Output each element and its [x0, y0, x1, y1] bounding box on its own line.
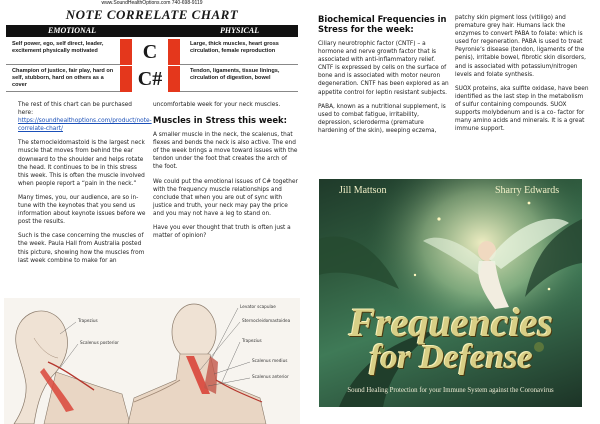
emotional-cell: Champion of justice, fair play, hard on self, stubborn, hard on others as a cover — [12, 68, 114, 88]
chart-title: NOTE CORRELATE CHART — [65, 7, 239, 22]
biochem-column — [318, 14, 450, 141]
chart-row — [6, 39, 298, 65]
paragraph: A smaller muscle in the neck, the scalenus, that flexes and bends the neck is also active. The end of the week brings a move toward issues with the tendon under the foot that creates the arch of the foot. — [153, 132, 298, 171]
paragraph: uncomfortable week for your neck muscles. — [153, 102, 281, 108]
paragraph: We could put the emotional issues of C# together with the frequency muscle relationships and conclude that when you are out of sync with justice and truth, your neck may pay the price and you may not have a leg to stand on. — [153, 178, 298, 217]
biochem-heading: Biochemical Frequencies in Stress for the week: — [318, 14, 447, 34]
book-title-line-1: Frequencies — [348, 300, 554, 345]
label-trapezius-right: Trapezius — [242, 338, 262, 343]
paragraph: Ciliary neurotrophic factor (CNTF) – a hormone and nerve growth factor that is associated with anti-inflammatory relief. CNTF is expressed by cells on the surface of bone and is associated with motor neuron degeneration. CNTF has been explored as an appetite control for leptin resistant subjects. — [318, 41, 449, 96]
chart-row — [6, 66, 298, 92]
paragraph: The sternocleidomastoid is the largest neck muscle that moves from behind the ear downward to the shoulder and helps rotate the head. It continues to be in this stress this week. This is often the muscle involved when people report a “pain in the neck.” — [18, 140, 145, 187]
chart-header-bar — [6, 25, 298, 37]
label-scalenus-posterior: Scalenus posterior — [80, 340, 119, 345]
purchase-text: The rest of this chart can be purchased here: — [18, 102, 132, 117]
physical-cell: Tendon, ligaments, tissue linings, circulation of digestion, bowel — [190, 68, 280, 81]
chart-url: www.SoundHealthOptions.com 740-698-9119 — [101, 0, 203, 6]
note-cell: C# — [132, 66, 168, 92]
note-correlate-chart — [2, 0, 302, 98]
middle-text-column — [153, 101, 298, 246]
label-trapezius: Trapezius — [78, 318, 98, 323]
chart-purchase-link[interactable]: https://soundhealthoptions.com/product/note-correlate-chart/ — [18, 118, 152, 133]
paragraph: Have you ever thought that truth is often just a matter of opinion? — [153, 225, 291, 240]
paragraph: PABA, known as a nutritional supplement, is used to combat fatigue, irritability, depression, scleroderma (premature hardening of the skin), weeping eczema, — [318, 103, 446, 134]
paragraph: Many times, you, our audience, are so in-tune with the keynotes that you send us information about keynote issues before we post the results. — [18, 194, 146, 226]
left-text-column — [18, 101, 152, 271]
book-title-line-2: for Defense — [369, 339, 533, 376]
header-physical: PHYSICAL — [220, 26, 260, 35]
emotional-cell: Self power, ego, self direct, leader, excitement physically motivated — [12, 41, 104, 54]
note-cell: C — [132, 39, 168, 65]
paragraph: patchy skin pigment loss (vitiligo) and premature grey hair. Humans lack the enzymes to convert PABA to folate: which is used for regeneration. PABA is used to treat Peyronie’s disease (tendon, ligaments of the penis), irritable bowel, fibrotic skin disorders, and is associated with potassium/nitrogen levels and folate synthesis. — [455, 15, 586, 78]
paragraph: SUOX proteins, aka sulfite oxidase, have been identified as the last step in the metabolism of sulfur containing compounds. SUOX supports molybdenum and is a co- factor for many amino acids and minerals. It is a great immune support. — [455, 85, 589, 133]
label-scalenus-anterior: Scalenus anterior — [252, 374, 289, 379]
header-emotional: EMOTIONAL — [48, 26, 97, 35]
book-cover — [319, 179, 582, 407]
book-author-2: Sharry Edwards — [495, 185, 560, 196]
muscles-heading: Muscles in Stress this week: — [153, 115, 287, 126]
book-subtitle: Sound Healing Protection for your Immune System against the Coronavirus — [347, 387, 554, 394]
label-levator-scapulae: Levator scapulae — [240, 304, 276, 309]
book-author-1: Jill Mattson — [339, 185, 387, 196]
physical-cell: Large, thick muscles, heart gross circulation, female reproduction — [190, 41, 279, 54]
label-scalenus-medius: Scalenus medius — [252, 358, 288, 363]
neck-muscle-illustration — [4, 298, 300, 424]
label-sternocleidomastoid: Sternocleidomastoidea — [242, 318, 291, 323]
biochem-column-continued — [455, 14, 590, 139]
paragraph: Such is the case concerning the muscles of the week. Paula Hall from Australia posted this picture, showing how the muscles from last week combine to make for an — [18, 233, 145, 264]
